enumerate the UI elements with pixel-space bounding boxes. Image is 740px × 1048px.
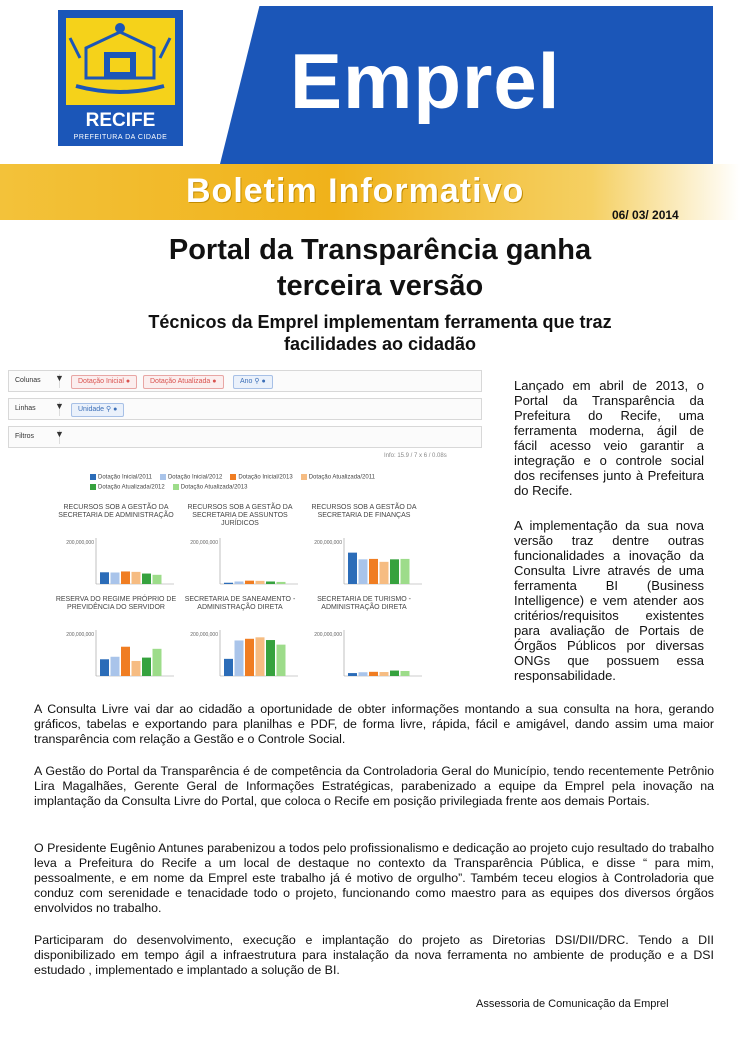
side-paragraph-2: A implementação da sua nova versão traz dentre outras funcionalidades a inovação da Consulta Livre através de uma ferramenta BI (Business Intelligence) e vem atender aos critérios/requisitos existentes para avaliação de Portais de Órgãos Públicos por diversas ONGs que possuem essa responsabilidade.	[514, 518, 704, 683]
bulletin-title: Boletim Informativo	[186, 172, 525, 210]
bar	[390, 559, 399, 584]
bar	[153, 649, 162, 676]
bar	[380, 562, 389, 584]
legend-label: Dotação Atualizada/2012	[98, 484, 165, 491]
bar	[142, 574, 151, 584]
bar	[224, 659, 233, 676]
article-subtitle	[90, 311, 670, 355]
panel-title: SECRETARIA DE SANEAMENTO - ADMINISTRAÇÃO DIRETA	[184, 596, 296, 611]
legend-item	[90, 484, 165, 491]
legend-swatch	[173, 484, 179, 490]
y-tick-label: 200,000,000	[66, 632, 94, 639]
bar	[277, 645, 286, 676]
legend-item	[301, 474, 375, 481]
bar	[121, 571, 130, 584]
bar	[401, 671, 410, 676]
panel-title: RECURSOS SOB A GESTÃO DA SECRETARIA DE ADMINISTRAÇÃO	[58, 504, 174, 519]
chip: Dotação Atualizada ●	[143, 375, 224, 389]
bar	[266, 581, 275, 584]
rows-row	[8, 398, 482, 420]
panel-title: SECRETARIA DE TURISMO - ADMINISTRAÇÃO DIRETA	[317, 596, 411, 611]
bar	[224, 583, 233, 584]
legend-label: Dotação Inicial/2013	[238, 474, 293, 481]
chevron-down-icon: ▼	[55, 429, 64, 439]
y-tick-label: 200,000,000	[66, 540, 94, 547]
chart-panel	[178, 596, 302, 688]
bar	[369, 559, 378, 584]
side-paragraph-1: Lançado em abril de 2013, o Portal da Transparência da Prefeitura do Recife, uma ferramenta moderna, ágil de fácil acesso veio garantir a integração e o controle social dos recifenses junto à Prefeitura do Recife.	[514, 378, 704, 498]
body-paragraph-3: O Presidente Eugênio Antunes parabenizou a todos pelo profissionalismo e dedicação ao projeto cujo resultado do trabalho leva a Prefeitura do Recife a um local de destaque no contexto da Transparência Pública, e disse “ para mim, pessoalmente, e em nome da Emprel este trabalho já é motivo de orgulho”. Também teceu elogios à Controladoria que conduz com serenidade e tenacidade todo o projeto, funcionando como maestro para as equipes dos diversos órgãos envolvidos no trabalho.	[34, 841, 714, 915]
bar	[153, 575, 162, 584]
body-paragraph-4: Participaram do desenvolvimento, execução e implantação do projeto as Diretorias DSI/DII/DRC. Tendo a DII disponibilizado em tempo ágil a infraestrutura para instalação da nova ferramenta no ambiente de produção e a DSI estudado , implementado e implantado a solução de BI.	[34, 933, 714, 977]
bar	[100, 659, 109, 676]
title-line-2: terceira versão	[276, 270, 484, 302]
legend-item	[173, 484, 248, 491]
legend-item	[230, 474, 292, 481]
bar	[100, 572, 109, 584]
bar	[245, 581, 254, 584]
y-tick-label: 200,000,000	[190, 632, 218, 639]
chevron-down-icon: ▼	[55, 401, 64, 411]
bar	[359, 559, 368, 584]
coat-of-arms-icon	[66, 18, 175, 105]
bar	[256, 581, 265, 584]
body-paragraph-2: A Gestão do Portal da Transparência é de competência da Controladoria Geral do Município, tendo recentemente Petrônio Lira Magalhães, Gerente Geral de Informações Estratégicas, parabenizado a equipe da Emprel pela inovação na implantação da Consulta Livre do Portal, que coloca o Recife em posição privilegiada frente aos demais Portais.	[34, 764, 714, 808]
chevron-down-icon: ▼	[55, 373, 64, 383]
logo-text: RECIFE	[85, 110, 156, 131]
chart-panel	[54, 596, 178, 688]
brand-title: Emprel	[290, 37, 561, 125]
signature: Assessoria de Comunicação da Emprel	[476, 998, 669, 1010]
title-line-1: Portal da Transparência ganha	[168, 234, 592, 266]
legend-item	[90, 474, 152, 481]
panel-title: RESERVA DO REGIME PRÓPRIO DE PREVIDÊNCIA DO SERVIDOR	[55, 596, 177, 611]
bar	[142, 658, 151, 676]
legend-label: Dotação Inicial/2011	[98, 474, 152, 481]
bar	[380, 672, 389, 676]
bar	[111, 573, 120, 585]
bar	[245, 639, 254, 676]
bar	[266, 640, 275, 676]
row-label: Colunas	[11, 374, 60, 388]
chip: Ano ⚲ ●	[233, 375, 273, 389]
bar	[132, 661, 141, 676]
bar	[235, 640, 244, 676]
y-tick-label: 200,000,000	[190, 540, 218, 547]
bar	[390, 671, 399, 676]
chart-panel	[302, 596, 426, 688]
subtitle-line-1: Técnicos da Emprel implementam ferramenta que traz	[148, 312, 612, 332]
bar	[348, 673, 357, 676]
bar	[256, 637, 265, 676]
chart-panel	[178, 504, 302, 596]
bar	[359, 672, 368, 676]
chip: Dotação Inicial ●	[71, 375, 137, 389]
bar	[121, 647, 130, 676]
bar	[235, 581, 244, 584]
filters-row	[8, 426, 482, 448]
logo-subtext: PREFEITURA DA CIDADE	[73, 134, 168, 141]
y-tick-label: 200,000,000	[314, 632, 342, 639]
subtitle-line-2: facilidades ao cidadão	[283, 334, 477, 354]
chart-panel	[54, 504, 178, 596]
bar	[132, 572, 141, 584]
row-label: Linhas	[11, 402, 60, 416]
chip: Unidade ⚲ ●	[71, 403, 124, 417]
bar	[277, 582, 286, 584]
chart-panel	[302, 504, 426, 596]
bar	[401, 559, 410, 584]
legend-swatch	[90, 484, 96, 490]
legend-swatch	[230, 474, 236, 480]
panel-title: RECURSOS SOB A GESTÃO DA SECRETARIA DE ASSUNTOS JURÍDICOS	[187, 504, 293, 527]
legend-swatch	[90, 474, 96, 480]
chart-legend	[90, 474, 410, 493]
recife-logo	[58, 10, 183, 146]
columns-row	[8, 370, 482, 392]
bar	[369, 672, 378, 676]
legend-label: Dotação Atualizada/2013	[180, 484, 248, 491]
bar	[348, 553, 357, 584]
panel-title: RECURSOS SOB A GESTÃO DA SECRETARIA DE FINANÇAS	[311, 504, 417, 519]
body-paragraph-1: A Consulta Livre vai dar ao cidadão a oportunidade de obter informações montando a sua consulta na hora, gerando gráficos, tabelas e exportando para planilhas e PDF, de forma livre, rápida, fácil e amigável, dando assim uma maior transparência com relação a Gestão e o Controle Social.	[34, 702, 714, 746]
legend-swatch	[160, 474, 166, 480]
row-label: Filtros	[11, 430, 60, 444]
y-tick-label: 200,000,000	[314, 540, 342, 547]
bar	[111, 657, 120, 676]
query-info: Info: 15.9 / 7 x 6 / 0.08s	[384, 453, 447, 459]
legend-item	[160, 474, 222, 481]
legend-label: Dotação Atualizada/2011	[308, 474, 375, 481]
legend-label: Dotação Inicial/2012	[167, 474, 223, 481]
legend-swatch	[301, 474, 307, 480]
bulletin-date: 06/ 03/ 2014	[612, 208, 679, 222]
article-title	[60, 232, 700, 304]
bi-screenshot	[4, 368, 482, 682]
